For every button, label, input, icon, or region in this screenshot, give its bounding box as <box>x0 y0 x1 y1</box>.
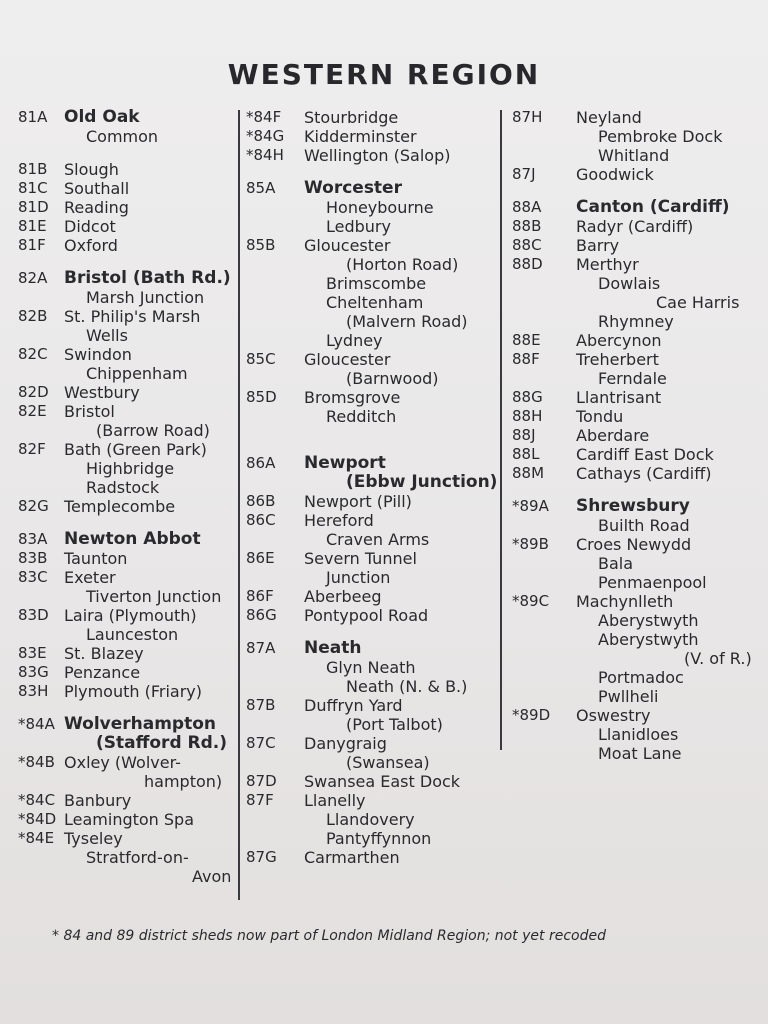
section-gap <box>18 701 236 715</box>
shed-subname: (Stafford Rd.) <box>96 733 228 753</box>
shed-subname: Cae Harris <box>656 293 740 312</box>
shed-column-3 <box>512 108 758 763</box>
shed-entry-line <box>246 293 496 312</box>
shed-name: Bristol <box>64 402 115 421</box>
shed-code: 81A <box>18 108 48 126</box>
shed-subname: (Swansea) <box>346 753 430 772</box>
shed-name: Newport <box>304 453 386 473</box>
shed-code: 88M <box>512 464 545 482</box>
shed-code: 82D <box>18 383 49 401</box>
section-gap <box>246 625 496 639</box>
shed-entry-line <box>18 236 236 255</box>
footnote: * 84 and 89 district sheds now part of London Midland Region; not yet recoded <box>52 928 606 944</box>
shed-entry-line <box>18 568 236 587</box>
shed-entry-line <box>512 554 758 573</box>
shed-subname: Builth Road <box>598 516 690 535</box>
shed-subname: (Horton Road) <box>346 255 459 274</box>
shed-name: Tyseley <box>64 829 123 848</box>
shed-entry-line <box>18 383 236 402</box>
shed-entry-line <box>246 312 496 331</box>
shed-code: 86F <box>246 587 274 605</box>
shed-name: Southall <box>64 179 130 198</box>
shed-entry-line <box>512 706 758 725</box>
shed-code: *84D <box>18 810 57 828</box>
shed-subname: Chippenham <box>86 364 188 383</box>
shed-code: 85B <box>246 236 276 254</box>
shed-name: Oxley (Wolver- <box>64 753 181 772</box>
shed-code: *89A <box>512 497 549 515</box>
shed-name: Worcester <box>304 178 402 198</box>
shed-name: Neyland <box>576 108 642 127</box>
shed-name: Swansea East Dock <box>304 772 461 791</box>
shed-subname: Neath (N. & B.) <box>346 677 468 696</box>
shed-subname: Llandovery <box>326 810 415 829</box>
shed-name: Reading <box>64 198 129 217</box>
shed-entry-line <box>246 108 496 127</box>
shed-entry-line <box>18 421 236 440</box>
shed-subname: Marsh Junction <box>86 288 205 307</box>
shed-name: Tondu <box>576 407 624 426</box>
shed-subname: Brimscombe <box>326 274 427 293</box>
shed-code: *84G <box>246 127 285 145</box>
shed-entry-line <box>18 530 236 549</box>
shed-entry-line <box>512 236 758 255</box>
shed-entry-line <box>246 407 496 426</box>
shed-name: Cardiff East Dock <box>576 445 714 464</box>
shed-subname: Craven Arms <box>326 530 430 549</box>
shed-entry-line <box>246 810 496 829</box>
shed-name: Newport (Pill) <box>304 492 412 511</box>
shed-code: 88L <box>512 445 540 463</box>
shed-entry-line <box>18 108 236 127</box>
shed-code: 81D <box>18 198 49 216</box>
shed-subname: Ferndale <box>598 369 667 388</box>
shed-entry-line <box>246 848 496 867</box>
shed-name: Croes Newydd <box>576 535 692 554</box>
shed-entry-line <box>512 198 758 217</box>
shed-code: 82C <box>18 345 48 363</box>
shed-name: Penzance <box>64 663 141 682</box>
shed-entry-line <box>512 388 758 407</box>
shed-entry-line <box>18 682 236 701</box>
shed-code: 82E <box>18 402 47 420</box>
shed-subname: Radstock <box>86 478 160 497</box>
shed-name: Duffryn Yard <box>304 696 403 715</box>
shed-entry-line <box>246 829 496 848</box>
shed-code: 82G <box>18 497 49 515</box>
shed-code: 88D <box>512 255 543 273</box>
shed-entry-line <box>18 440 236 459</box>
shed-name: Aberdare <box>576 426 650 445</box>
shed-entry-line <box>18 269 236 288</box>
shed-entry-line <box>246 255 496 274</box>
shed-entry-line <box>18 160 236 179</box>
shed-subname: Whitland <box>598 146 670 165</box>
section-gap <box>512 184 758 198</box>
shed-name: Leamington Spa <box>64 810 195 829</box>
shed-entry-line <box>512 464 758 483</box>
shed-name: Bath (Green Park) <box>64 440 207 459</box>
shed-code: 87G <box>246 848 277 866</box>
shed-code: *84A <box>18 715 55 733</box>
shed-entry-line <box>18 402 236 421</box>
shed-subname: Aberystwyth <box>598 630 699 649</box>
shed-name: Taunton <box>64 549 128 568</box>
shed-name: Banbury <box>64 791 132 810</box>
shed-entry-line <box>512 426 758 445</box>
shed-entry-line <box>18 663 236 682</box>
section-gap <box>18 255 236 269</box>
shed-entry-line <box>246 369 496 388</box>
shed-subname: Cheltenham <box>326 293 424 312</box>
shed-entry-line <box>246 715 496 734</box>
shed-entry-line <box>18 497 236 516</box>
shed-entry-line <box>512 146 758 165</box>
shed-subname: Dowlais <box>598 274 661 293</box>
shed-name: Laira (Plymouth) <box>64 606 197 625</box>
shed-subname: Highbridge <box>86 459 175 478</box>
shed-subname: Penmaenpool <box>598 573 707 592</box>
shed-code: 81B <box>18 160 48 178</box>
shed-code: *84F <box>246 108 282 126</box>
shed-name: Neath <box>304 638 362 658</box>
shed-subname: Bala <box>598 554 634 573</box>
shed-entry-line <box>246 753 496 772</box>
shed-entry-line <box>512 369 758 388</box>
shed-entry-line <box>18 772 236 791</box>
shed-code: 82B <box>18 307 48 325</box>
shed-entry-line <box>18 734 236 753</box>
shed-entry-line <box>18 345 236 364</box>
shed-name: Cathays (Cardiff) <box>576 464 712 483</box>
shed-name: Didcot <box>64 217 116 236</box>
shed-name: Bristol (Bath Rd.) <box>64 268 231 288</box>
shed-code: 88C <box>512 236 542 254</box>
section-gap <box>512 483 758 497</box>
shed-entry-line <box>246 454 496 473</box>
shed-entry-line <box>18 587 236 606</box>
shed-code: 88E <box>512 331 541 349</box>
shed-subname: (Ebbw Junction) <box>346 472 498 492</box>
shed-subname: Junction <box>326 568 391 587</box>
shed-code: 86E <box>246 549 275 567</box>
shed-subname: Pembroke Dock <box>598 127 723 146</box>
page-title: WESTERN REGION <box>227 58 541 91</box>
section-gap <box>18 516 236 530</box>
shed-entry-line <box>18 791 236 810</box>
shed-name: Stourbridge <box>304 108 399 127</box>
shed-subname: Common <box>86 127 159 146</box>
shed-code: 83E <box>18 644 47 662</box>
shed-entry-line <box>246 587 496 606</box>
shed-code: 81F <box>18 236 46 254</box>
shed-entry-line <box>512 350 758 369</box>
shed-entry-line <box>512 611 758 630</box>
shed-subname: Stratford-on- <box>86 848 189 867</box>
shed-entry-line <box>512 687 758 706</box>
shed-entry-line <box>18 867 236 886</box>
shed-column-1 <box>18 108 236 886</box>
shed-column-2 <box>246 108 496 867</box>
shed-entry-line <box>18 288 236 307</box>
shed-code: 85C <box>246 350 276 368</box>
shed-name: Abercynon <box>576 331 662 350</box>
shed-entry-line <box>18 217 236 236</box>
shed-entry-line <box>512 108 758 127</box>
shed-entry-line <box>246 198 496 217</box>
shed-entry-line <box>512 649 758 668</box>
shed-entry-line <box>18 307 236 326</box>
shed-code: 83G <box>18 663 49 681</box>
shed-name: Gloucester <box>304 236 391 255</box>
shed-entry-line <box>18 364 236 383</box>
shed-entry-line <box>512 165 758 184</box>
shed-name: Danygraig <box>304 734 387 753</box>
section-gap <box>246 165 496 179</box>
shed-subname: Portmadoc <box>598 668 684 687</box>
shed-entry-line <box>512 725 758 744</box>
shed-code: 88G <box>512 388 543 406</box>
shed-code: 87D <box>246 772 277 790</box>
column-divider <box>238 110 240 900</box>
shed-subname: (V. of R.) <box>684 649 752 668</box>
shed-subname: Pwllheli <box>598 687 659 706</box>
shed-name: Kidderminster <box>304 127 417 146</box>
shed-name: Hereford <box>304 511 374 530</box>
shed-code: 82A <box>18 269 48 287</box>
shed-entry-line <box>246 236 496 255</box>
shed-entry-line <box>512 312 758 331</box>
shed-name: Barry <box>576 236 620 255</box>
shed-subname: Glyn Neath <box>326 658 416 677</box>
shed-entry-line <box>512 217 758 236</box>
shed-entry-line <box>246 658 496 677</box>
shed-code: 87C <box>246 734 276 752</box>
shed-name: Severn Tunnel <box>304 549 417 568</box>
shed-code: 88B <box>512 217 542 235</box>
shed-entry-line <box>18 549 236 568</box>
shed-code: 83C <box>18 568 48 586</box>
shed-name: Gloucester <box>304 350 391 369</box>
shed-entry-line <box>18 198 236 217</box>
shed-entry-line <box>512 255 758 274</box>
shed-subname: (Port Talbot) <box>346 715 443 734</box>
shed-code: 87H <box>512 108 543 126</box>
shed-name: Westbury <box>64 383 140 402</box>
shed-code: 87J <box>512 165 536 183</box>
shed-code: 88H <box>512 407 543 425</box>
shed-entry-line <box>18 478 236 497</box>
shed-entry-line <box>246 734 496 753</box>
shed-subname: Avon <box>192 867 232 886</box>
shed-entry-line <box>246 127 496 146</box>
shed-name: Treherbert <box>576 350 659 369</box>
shed-code: 87A <box>246 639 276 657</box>
shed-entry-line <box>512 293 758 312</box>
shed-name: Exeter <box>64 568 116 587</box>
shed-code: 88F <box>512 350 540 368</box>
shed-code: *84C <box>18 791 56 809</box>
shed-code: 83H <box>18 682 49 700</box>
shed-entry-line <box>512 744 758 763</box>
shed-code: 86A <box>246 454 276 472</box>
shed-code: 81E <box>18 217 47 235</box>
shed-entry-line <box>512 668 758 687</box>
shed-name: Plymouth (Friary) <box>64 682 202 701</box>
shed-name: Canton (Cardiff) <box>576 197 730 217</box>
shed-code: 83A <box>18 530 48 548</box>
shed-name: Aberbeeg <box>304 587 382 606</box>
shed-entry-line <box>246 791 496 810</box>
shed-entry-line <box>18 715 236 734</box>
shed-code: *89C <box>512 592 550 610</box>
shed-entry-line <box>246 568 496 587</box>
shed-entry-line <box>246 606 496 625</box>
shed-code: 87B <box>246 696 276 714</box>
shed-entry-line <box>246 696 496 715</box>
shed-entry-line <box>18 644 236 663</box>
shed-name: Merthyr <box>576 255 639 274</box>
shed-name: Old Oak <box>64 107 140 127</box>
shed-entry-line <box>512 573 758 592</box>
shed-code: 85A <box>246 179 276 197</box>
shed-entry-line <box>18 753 236 772</box>
shed-entry-line <box>512 535 758 554</box>
shed-subname: (Barnwood) <box>346 369 439 388</box>
shed-code: *84H <box>246 146 284 164</box>
shed-name: Radyr (Cardiff) <box>576 217 694 236</box>
shed-entry-line <box>18 459 236 478</box>
shed-subname: hampton) <box>144 772 223 791</box>
shed-entry-line <box>246 530 496 549</box>
shed-entry-line <box>246 350 496 369</box>
shed-entry-line <box>246 146 496 165</box>
shed-subname: Moat Lane <box>598 744 682 763</box>
shed-entry-line <box>18 179 236 198</box>
shed-code: 88J <box>512 426 536 444</box>
section-gap <box>246 440 496 454</box>
shed-entry-line <box>512 407 758 426</box>
shed-subname: Llanidloes <box>598 725 679 744</box>
shed-code: *84B <box>18 753 55 771</box>
shed-name: Machynlleth <box>576 592 674 611</box>
shed-entry-line <box>512 516 758 535</box>
shed-name: Llantrisant <box>576 388 662 407</box>
shed-entry-line <box>18 848 236 867</box>
shed-code: 85D <box>246 388 277 406</box>
shed-name: Oxford <box>64 236 118 255</box>
shed-entry-line <box>246 274 496 293</box>
shed-entry-line <box>512 274 758 293</box>
shed-entry-line <box>18 326 236 345</box>
shed-name: Slough <box>64 160 119 179</box>
shed-entry-line <box>512 592 758 611</box>
shed-code: 83D <box>18 606 49 624</box>
shed-subname: Aberystwyth <box>598 611 699 630</box>
shed-code: 82F <box>18 440 46 458</box>
shed-name: Newton Abbot <box>64 529 201 549</box>
shed-subname: Launceston <box>86 625 179 644</box>
shed-entry-line <box>18 625 236 644</box>
shed-code: 81C <box>18 179 48 197</box>
shed-name: Pontypool Road <box>304 606 429 625</box>
shed-entry-line <box>246 772 496 791</box>
shed-name: St. Blazey <box>64 644 144 663</box>
shed-name: St. Philip's Marsh <box>64 307 201 326</box>
shed-entry-line <box>512 127 758 146</box>
shed-entry-line <box>246 217 496 236</box>
shed-entry-line <box>246 549 496 568</box>
shed-name: Goodwick <box>576 165 654 184</box>
shed-subname: Tiverton Junction <box>86 587 222 606</box>
shed-entry-line <box>512 497 758 516</box>
shed-code: *84E <box>18 829 55 847</box>
shed-subname: (Barrow Road) <box>96 421 210 440</box>
shed-entry-line <box>246 179 496 198</box>
shed-name: Carmarthen <box>304 848 400 867</box>
shed-entry-line <box>18 606 236 625</box>
shed-entry-line <box>246 492 496 511</box>
shed-subname: Honeybourne <box>326 198 434 217</box>
shed-subname: Ledbury <box>326 217 391 236</box>
shed-subname: Wells <box>86 326 128 345</box>
shed-name: Wellington (Salop) <box>304 146 451 165</box>
shed-name: Templecombe <box>64 497 176 516</box>
shed-subname: (Malvern Road) <box>346 312 468 331</box>
shed-name: Bromsgrove <box>304 388 401 407</box>
shed-name: Oswestry <box>576 706 651 725</box>
shed-entry-line <box>512 331 758 350</box>
shed-code: 88A <box>512 198 542 216</box>
shed-entry-line <box>18 829 236 848</box>
shed-entry-line <box>246 331 496 350</box>
shed-code: 86C <box>246 511 276 529</box>
shed-name: Llanelly <box>304 791 366 810</box>
shed-code: 86G <box>246 606 277 624</box>
shed-entry-line <box>18 127 236 146</box>
shed-entry-line <box>246 677 496 696</box>
shed-name: Swindon <box>64 345 132 364</box>
shed-entry-line <box>512 630 758 649</box>
shed-entry-line <box>246 473 496 492</box>
shed-entry-line <box>246 388 496 407</box>
shed-subname: Rhymney <box>598 312 674 331</box>
section-gap <box>18 146 236 160</box>
shed-entry-line <box>246 511 496 530</box>
shed-entry-line <box>512 445 758 464</box>
shed-name: Wolverhampton <box>64 714 217 734</box>
column-divider <box>500 110 502 750</box>
shed-subname: Redditch <box>326 407 397 426</box>
shed-code: *89D <box>512 706 551 724</box>
shed-subname: Pantyffynnon <box>326 829 432 848</box>
shed-code: *89B <box>512 535 549 553</box>
section-gap <box>246 426 496 440</box>
shed-subname: Lydney <box>326 331 383 350</box>
shed-code: 86B <box>246 492 276 510</box>
shed-entry-line <box>18 810 236 829</box>
shed-code: 83B <box>18 549 48 567</box>
shed-entry-line <box>246 639 496 658</box>
shed-code: 87F <box>246 791 274 809</box>
shed-name: Shrewsbury <box>576 496 690 516</box>
